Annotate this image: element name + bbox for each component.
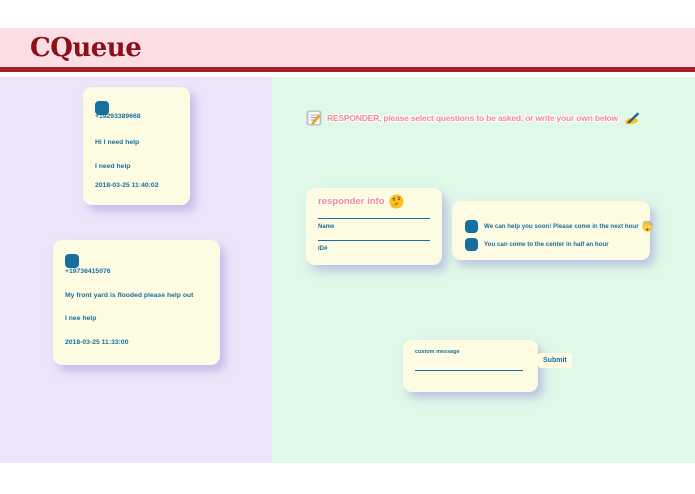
page-title: CQueue xyxy=(30,32,142,63)
responder-info-title: responder info xyxy=(318,196,385,207)
quick-reply-label xyxy=(484,221,653,232)
message-card xyxy=(83,87,190,205)
submit-button[interactable]: Submit xyxy=(538,353,572,368)
responder-instruction xyxy=(306,110,641,126)
message-text: I nee help xyxy=(65,315,97,322)
responder-name-label: Name xyxy=(318,224,335,230)
messages-panel xyxy=(0,77,272,463)
memo-icon xyxy=(306,110,322,126)
message-phone: +19293389668 xyxy=(95,113,141,120)
message-text: I need help xyxy=(95,163,131,170)
quick-reply-text: We can help you soon! Please come in the next hour xyxy=(484,223,639,230)
quick-reply-row xyxy=(465,238,609,251)
responder-info-card xyxy=(306,188,442,265)
message-timestamp: 2018-03-25 11:40:02 xyxy=(95,182,159,189)
message-card xyxy=(53,240,220,365)
writing-hand-icon xyxy=(623,110,641,126)
quick-reply-label xyxy=(484,241,609,248)
quick-reply-row xyxy=(465,220,653,233)
fearful-face-icon xyxy=(642,221,653,232)
quick-replies-card xyxy=(452,201,650,260)
message-text: My front yard is flooded please help out xyxy=(65,292,194,299)
quick-reply-checkbox[interactable] xyxy=(465,238,478,251)
quick-reply-text: You can come to the center in half an hour xyxy=(484,241,609,248)
responder-id-input[interactable] xyxy=(318,230,430,241)
message-timestamp: 2018-03-25 11:33:00 xyxy=(65,339,129,346)
message-select-checkbox[interactable] xyxy=(65,254,79,268)
responder-id-label: ID# xyxy=(318,246,328,252)
custom-message-label: custom message xyxy=(415,349,460,355)
message-text: Hi I need help xyxy=(95,139,140,146)
main-area xyxy=(0,77,695,463)
app-header xyxy=(0,28,695,72)
custom-message-card xyxy=(403,340,538,392)
custom-message-input[interactable] xyxy=(415,358,523,371)
responder-name-input[interactable] xyxy=(318,208,430,219)
responder-panel xyxy=(272,77,695,463)
message-phone: +19736415076 xyxy=(65,268,111,275)
responder-instruction-text: RESPONDER, please select questions to be asked, or write your own below xyxy=(327,113,618,123)
thinking-face-icon xyxy=(389,194,404,209)
quick-reply-checkbox[interactable] xyxy=(465,220,478,233)
